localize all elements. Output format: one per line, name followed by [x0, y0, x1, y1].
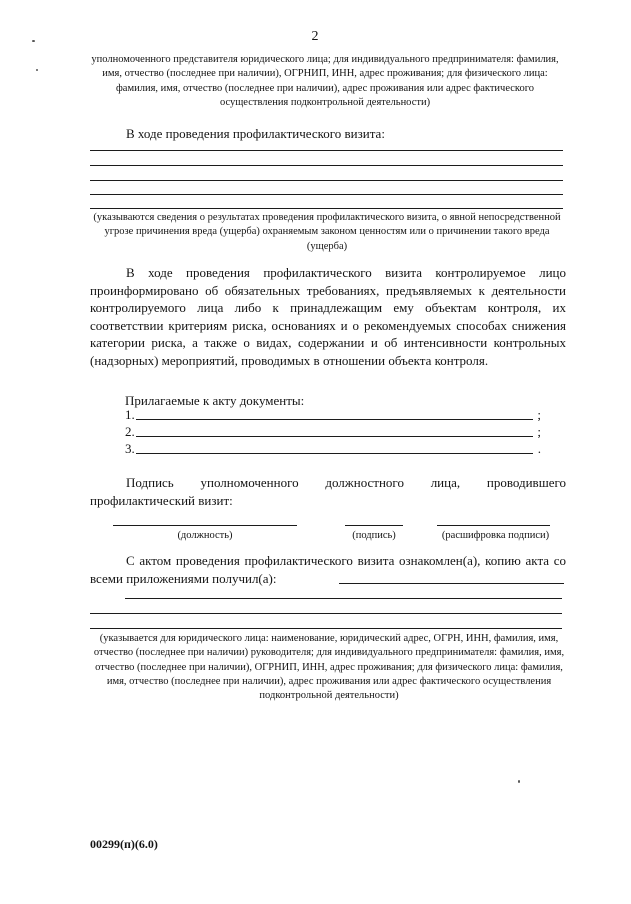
- header-note: уполномоченного представителя юридического лица; для индивидуального предпринимателя: фамилия, имя, отчество (последнее при наличии), ОГРНИП, ИНН, адрес проживания; для физического лица: фамилия, имя, отчество (последнее при наличии), адрес проживания или адрес фактического осуществления подконтрольной деятельности): [91, 54, 559, 108]
- page-number: 2: [311, 29, 319, 44]
- visit-results-note: (указываются сведения о результатах проведения профилактического визита, о явной непосредственной угрозе причинения вреда (ущерба) охраняемым законом ценностям или о причинении такого вреда (ущерба): [93, 212, 561, 252]
- visit-results-heading: В ходе проведения профилактического визита:: [126, 126, 385, 141]
- acknowledgement-line: [125, 598, 562, 599]
- informed-paragraph: В ходе проведения профилактического визита контролируемое лицо проинформировано об обязательных требованиях, предъявляемых к деятельности контролируемого лица либо к принадлежащим ему объектам контроля, их соответствии критериям риска, основаниях и о рекомендуемых способах снижения категории риска, а также о видах, содержании и об интенсивности контрольных (надзорных) мероприятий, проводимых в отношении объекта контроля.: [90, 265, 566, 368]
- attachment-line: [136, 436, 533, 437]
- form-code: 00299(п)(6.0): [90, 837, 158, 851]
- signature-text: Подпись уполномоченного должностного лица, проводившего профилактический визит:: [90, 475, 566, 508]
- attachment-number: 2.: [125, 424, 135, 439]
- attachment-number: 1.: [125, 407, 135, 422]
- attachment-end: .: [537, 441, 541, 456]
- acknowledgement-text: [90, 552, 566, 587]
- acknowledgement-line: [90, 628, 562, 629]
- scan-speck: [36, 69, 38, 71]
- visit-results-line: [90, 165, 563, 166]
- attachment-row: [125, 423, 541, 439]
- position-line: [113, 525, 297, 526]
- attachment-row: [125, 406, 541, 422]
- attachment-end: ;: [537, 424, 541, 439]
- acknowledgement-label: С актом проведения профилактического визита ознакомлен(а), копию акта со всеми приложениями получил(а):: [90, 553, 566, 586]
- scan-speck: [518, 780, 520, 783]
- acknowledgement-inline-line: [339, 583, 564, 584]
- visit-results-line: [90, 208, 563, 209]
- decode-label: (расшифровка подписи): [441, 530, 550, 541]
- attachments-heading: Прилагаемые к акту документы:: [125, 393, 305, 408]
- acknowledgement-note: (указывается для юридического лица: наименование, юридический адрес, ОГРН, ИНН, фамилия, имя, отчество (последнее при наличии) руководителя; для индивидуального предпринимателя: фамилия, имя, отчество (последнее при наличии), ОГРНИП, ИНН, адрес проживания; для физического лица: фамилия, имя, отчество (последнее при наличии), адрес проживания или адрес фактического осуществления подконтрольной деятельности): [93, 633, 565, 702]
- attachment-line: [136, 419, 533, 420]
- visit-results-line: [90, 180, 563, 181]
- sign-line: [345, 525, 403, 526]
- attachment-row: [125, 440, 541, 456]
- attachment-line: [136, 453, 533, 454]
- attachment-end: ;: [537, 407, 541, 422]
- visit-results-line: [90, 150, 563, 151]
- scan-speck: [32, 40, 35, 42]
- sign-label: (подпись): [352, 530, 396, 541]
- attachment-number: 3.: [125, 441, 135, 456]
- acknowledgement-line: [90, 613, 562, 614]
- position-label: (должность): [177, 530, 233, 541]
- visit-results-line: [90, 194, 563, 195]
- decode-line: [437, 525, 550, 526]
